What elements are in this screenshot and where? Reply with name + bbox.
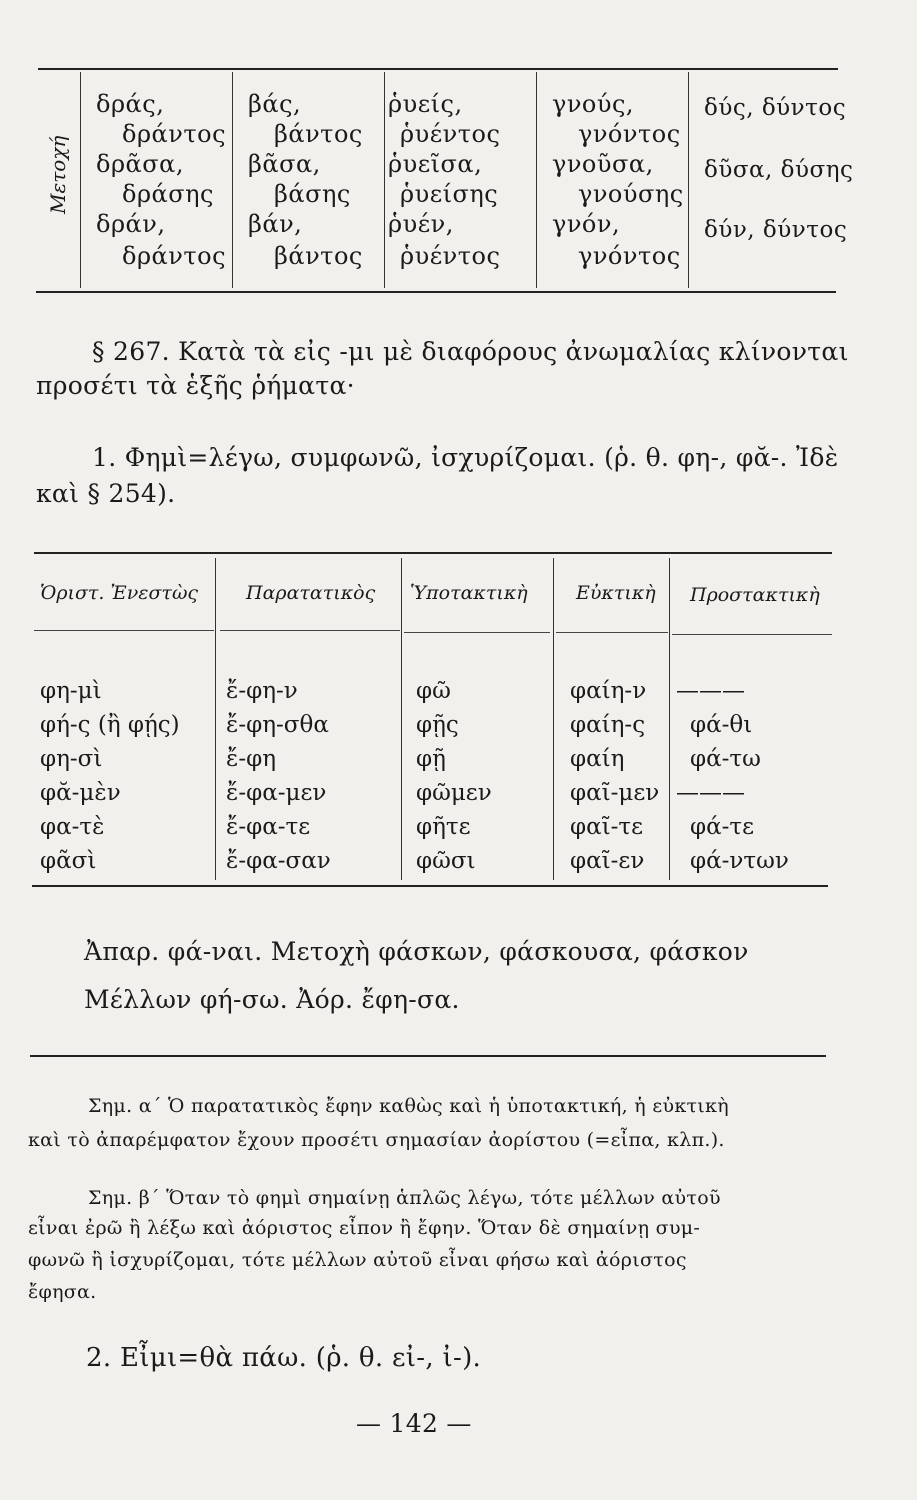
forms-line1: Ἀπαρ. φά-ναι. Μετοχὴ φάσκων, φάσκουσα, φάσκον [84,937,749,966]
table2-divider [669,558,670,880]
note-b-line1: Σημ. β΄ Ὅταν τὸ φημὶ σημαίνῃ ἁπλῶς λέγω, τότε μέλλων αὐτοῦ [88,1187,721,1209]
item2-line: 2. Εἶμι=θὰ πάω. (ῥ. θ. εἰ-, ἰ-). [86,1343,482,1373]
participle-cell: βάντος [274,242,363,270]
participle-cell: δράσης [122,180,214,208]
conjugation-cell: φᾶσὶ [40,848,97,874]
conjugation-cell: φη-σὶ [40,746,103,772]
participle-cell: δράντος [122,120,227,148]
table2-header-rule [672,634,832,635]
participle-cell: δράντος [122,242,227,270]
conjugation-cell: ἔ-φη-σθα [226,712,329,738]
header-optative: Εὐκτικὴ [576,582,656,604]
section-267-line1: § 267. Κατὰ τὰ εἰς -μι μὲ διαφόρους ἀνωμαλίας κλίνονται [92,337,849,366]
table2-header-rule [34,630,214,631]
participle-cell: βάν, [248,210,303,238]
conjugation-cell: φῶσι [416,848,476,874]
conjugation-cell: ——— [676,678,745,704]
row-label-metochi: Μετοχή [46,135,70,214]
conjugation-cell: φά-τε [690,814,755,840]
participle-cell: δρᾶσα, [96,150,184,178]
conjugation-cell: φά-τω [690,746,761,772]
participle-cell: βάντος [274,120,363,148]
participle-cell: γνόντος [578,120,681,148]
conjugation-cell: φᾰ-μὲν [40,780,121,806]
table2-top-rule [34,552,832,554]
table2-divider [215,558,216,880]
header-indicative-present: Ὁριστ. Ἐνεστὼς [40,582,199,604]
conjugation-cell: φά-ντων [690,848,789,874]
conjugation-cell: φαῖ-μεν [570,780,660,806]
conjugation-cell: φαῖ-εν [570,848,645,874]
table1-divider [232,72,233,288]
table2-divider [553,558,554,880]
table2-divider [401,558,402,880]
note-b-line2: εἶναι ἐρῶ ἢ λέξω καὶ ἀόριστος εἶπον ἢ ἔφην. Ὅταν δὲ σημαίνῃ συμ- [28,1217,701,1239]
participle-cell: γνοῦσα, [552,150,654,178]
table2-header-rule [404,632,550,633]
item1-line1: 1. Φημὶ=λέγω, συμφωνῶ, ἰσχυρίζομαι. (ῥ. θ. φη-, φᾰ-. Ἰδὲ [92,443,839,472]
participle-cell: ῥυείς, [388,90,463,118]
table1-divider [536,72,537,288]
participle-cell: δύν, δύντος [704,217,848,243]
conjugation-cell: ἔ-φη [226,746,276,772]
participle-cell: ῥυείσης [400,180,499,208]
participle-cell: ῥυέντος [400,120,501,148]
header-subjunctive: Ὑποτακτικὴ [410,582,528,604]
header-imperative: Προστακτικὴ [690,584,820,606]
conjugation-cell: φαίη-ς [570,712,646,738]
table1-divider [80,72,81,288]
conjugation-cell: φῇς [416,712,459,738]
note-a-line1: Σημ. α΄ Ὁ παρατατικὸς ἔφην καθὼς καὶ ἡ ὑποτακτική, ἡ εὐκτικὴ [88,1095,729,1117]
conjugation-cell: ἔ-φη-ν [226,678,298,704]
conjugation-cell: φη-μὶ [40,678,102,704]
forms-line2: Μέλλων φή-σω. Ἀόρ. ἔφη-σα. [84,985,460,1014]
participle-cell: δῦσα, δύσης [704,157,854,183]
participle-cell: γνόν, [552,210,621,238]
conjugation-cell: φῆτε [416,814,471,840]
participle-cell: δράν, [96,210,166,238]
section-267-line2: προσέτι τὰ ἑξῆς ῥήματα· [36,371,355,400]
note-b-line3: φωνῶ ἢ ἰσχυρίζομαι, τότε μέλλων αὐτοῦ εἶναι φήσω καὶ ἀόριστος [28,1249,687,1271]
notes-separator-rule [30,1055,826,1057]
conjugation-cell: ἔ-φα-τε [226,814,311,840]
page-number: — 142 — [356,1409,472,1438]
participle-cell: βάσης [274,180,351,208]
table2-header-rule [556,632,668,633]
participle-cell: δύς, δύντος [704,95,847,121]
participle-cell: ῥυεῖσα, [388,150,483,178]
participle-cell: βάς, [248,90,302,118]
conjugation-cell: φῶμεν [416,780,492,806]
header-imperfect: Παρατατικὸς [246,582,376,604]
conjugation-cell: φῇ [416,746,446,772]
conjugation-cell: φαῖ-τε [570,814,644,840]
conjugation-cell: φῶ [416,678,451,704]
participle-cell: γνούσης [578,180,684,208]
participle-cell: γνούς, [552,90,635,118]
conjugation-cell: φαίη-ν [570,678,647,704]
participle-cell: δράς, [96,90,165,118]
participle-cell: βᾶσα, [248,150,321,178]
participle-cell: γνόντος [578,242,681,270]
note-a-line2: καὶ τὸ ἀπαρέμφατον ἔχουν προσέτι σημασίαν ἀορίστου (=εἶπα, κλπ.). [28,1129,725,1151]
conjugation-cell: φα-τὲ [40,814,105,840]
table1-divider [384,72,385,288]
table2-bottom-rule [32,885,828,887]
table2-header-rule [220,630,400,631]
conjugation-cell: ἔ-φα-μεν [226,780,327,806]
conjugation-cell: ἔ-φα-σαν [226,848,331,874]
participle-cell: ῥυέντος [400,242,501,270]
item1-line2: καὶ § 254). [36,479,176,508]
participle-cell: ῥυέν, [388,210,454,238]
conjugation-cell: φά-θι [690,712,753,738]
note-b-line4: ἔφησα. [28,1281,97,1303]
table1-top-rule [38,68,838,70]
table1-divider [688,72,689,288]
conjugation-cell: ——— [676,780,745,806]
conjugation-cell: φαίη [570,746,625,772]
conjugation-cell: φή-ς (ἢ φῄς) [40,712,180,738]
table1-bottom-rule [36,291,836,293]
